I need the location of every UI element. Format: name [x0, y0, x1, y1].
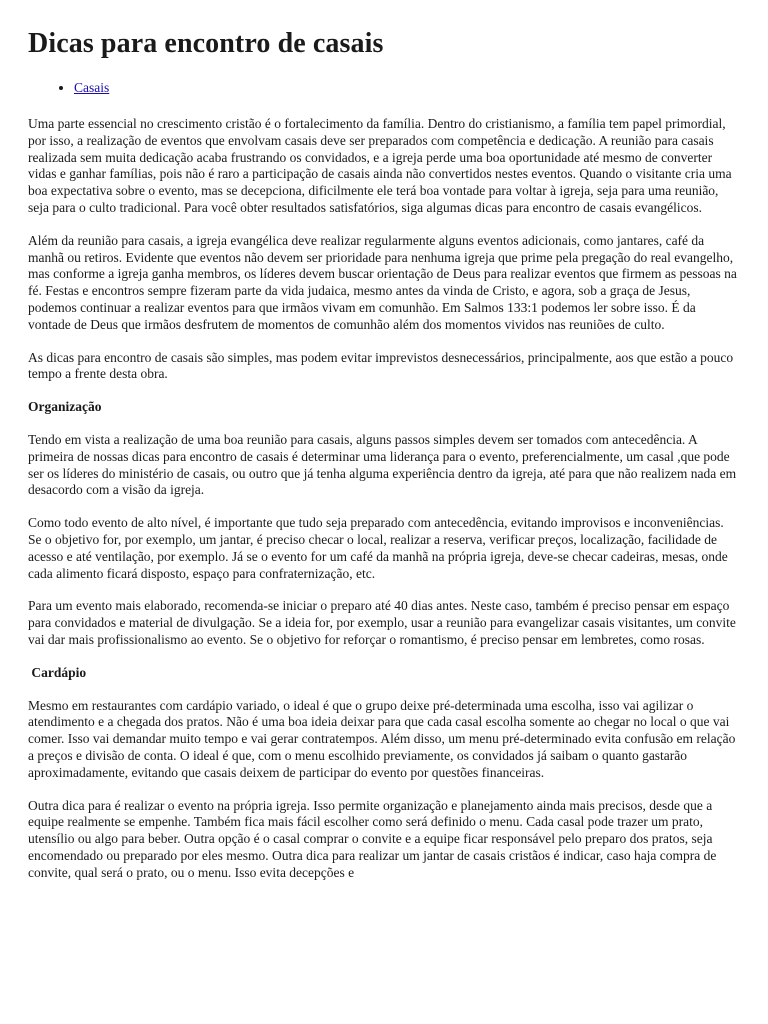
category-link-casais[interactable]: Casais — [74, 80, 110, 95]
paragraph-organizacao-1: Tendo em vista a realização de uma boa reunião para casais, alguns passos simples devem ser tomados com antecedência. A primeira de nossas dicas para encontro de casais é determinar uma liderança para o evento, preferencialmente, um casal ,que pode ser os líderes do ministério de casais, ou outro que já tenha alguma experiência dentro da igreja, até para que não realizem nada em desacordo com a visão da igreja. — [28, 431, 737, 498]
category-item — [74, 80, 740, 96]
paragraph-intro-1: Uma parte essencial no crescimento cristão é o fortalecimento da família. Dentro do cristianismo, a família tem papel primordial, por isso, a realização de eventos que envolvam casais deve ser preparados com competência e dedicação. A reunião para casais realizada sem muita dedicação acaba frustrando os convidados, e a igreja perde uma boa oportunidade até mesmo de converter vidas e ganhar famílias, pois não é raro a participação de casais ainda não convertidos nestes eventos. Quando o visitante cria uma boa expectativa sobre o evento, mas se decepciona, dificilmente ele terá boa vontade para voltar à igreja, seja para uma reunião, seja para o culto tradicional. Para você obter resultados satisfatórios, siga algumas dicas para encontro de casais evangélicos. — [28, 116, 732, 215]
paragraph-intro-2: Além da reunião para casais, a igreja evangélica deve realizar regularmente alguns eventos adicionais, como jantares, café da manhã ou retiros. Evidente que eventos não devem ser prioridade para nenhuma igreja que prime pela pregação do real evangelho, mas conforme a igreja ganha membros, os líderes devem buscar orientação de Deus para realizar eventos que firmem as pessoas na fé. Festas e encontros sempre fizeram parte da vida judaica, mesmo antes da vinda de Cristo, e agora, sob a graça de Jesus, podemos continuar a realizar eventos para que irmãos vivam em comunhão. Em Salmos 133:1 podemos ler sobre isso. É da vontade de Deus que irmãos desfrutem de momentos de comunhão além dos momentos vividos nas reuniões de culto. — [28, 232, 737, 332]
paragraph-intro-3: As dicas para encontro de casais são simples, mas podem evitar imprevistos desnecessários, principalmente, aos que estão a pouco tempo a frente desta obra. — [28, 349, 734, 382]
paragraph-cardapio-2: Outra dica para é realizar o evento na própria igreja. Isso permite organização e planejamento ainda mais precisos, desde que a equipe realmente se empenhe. Também fica mais fácil escolher como será definido o menu. Cada casal pode trazer um prato, utensílio ou algo para beber. Outra opção é o casal comprar o convite e a equipe ficar responsável pelo preparo dos pratos, seja encomendado ou preparado por eles mesmo. Outra dica para realizar um jantar de casais cristãos é indicar, caso haja compra de convite, qual será o prato, ou o menu. Isso evita decepções e — [28, 797, 717, 880]
section-heading-cardapio: Cardápio — [28, 664, 87, 680]
paragraph-organizacao-3: Para um evento mais elaborado, recomenda-se iniciar o preparo até 40 dias antes. Neste caso, também é preciso pensar em espaço para convidados e material de divulgação. Se a ideia for, por exemplo, usar a reunião para evangelizar casais visitantes, um convite vai dar mais profissionalismo ao evento. Se o objetivo for reforçar o romantismo, é preciso pensar em lembretes, como rosas. — [28, 598, 736, 647]
paragraph-cardapio-1: Mesmo em restaurantes com cardápio variado, o ideal é que o grupo deixe pré-determinada uma escolha, isso vai agilizar o atendimento e a chegada dos pratos. Não é uma boa ideia deixar para que cada casal escolha somente ao chegar no local o que vai comer. Isso vai demandar muito tempo e vai gerar contratempos. Além disso, um menu pré-determinado evita confusão em relação a preços e divisão de conta. O ideal é que, com o menu escolhido previamente, os convidados já saibam o quanto gastarão aproximadamente, evitando que casais deixem de participar do evento por questões financeiras. — [28, 697, 736, 780]
section-heading-organizacao: Organização — [28, 399, 102, 415]
page-title: Dicas para encontro de casais — [28, 28, 384, 59]
category-list — [28, 80, 740, 96]
paragraph-organizacao-2: Como todo evento de alto nível, é importante que tudo seja preparado com antecedência, evitando improvisos e inconveniências. Se o objetivo for, por exemplo, um jantar, é preciso checar o local, realizar a reserva, verificar preços, localização, facilidade de acesso e até ventilação, por exemplo. Já se o evento for um café da manhã na própria igreja, deve-se checar cadeiras, mesas, onde cada alimento ficará disposto, espaço para confraternização, etc. — [28, 515, 728, 581]
